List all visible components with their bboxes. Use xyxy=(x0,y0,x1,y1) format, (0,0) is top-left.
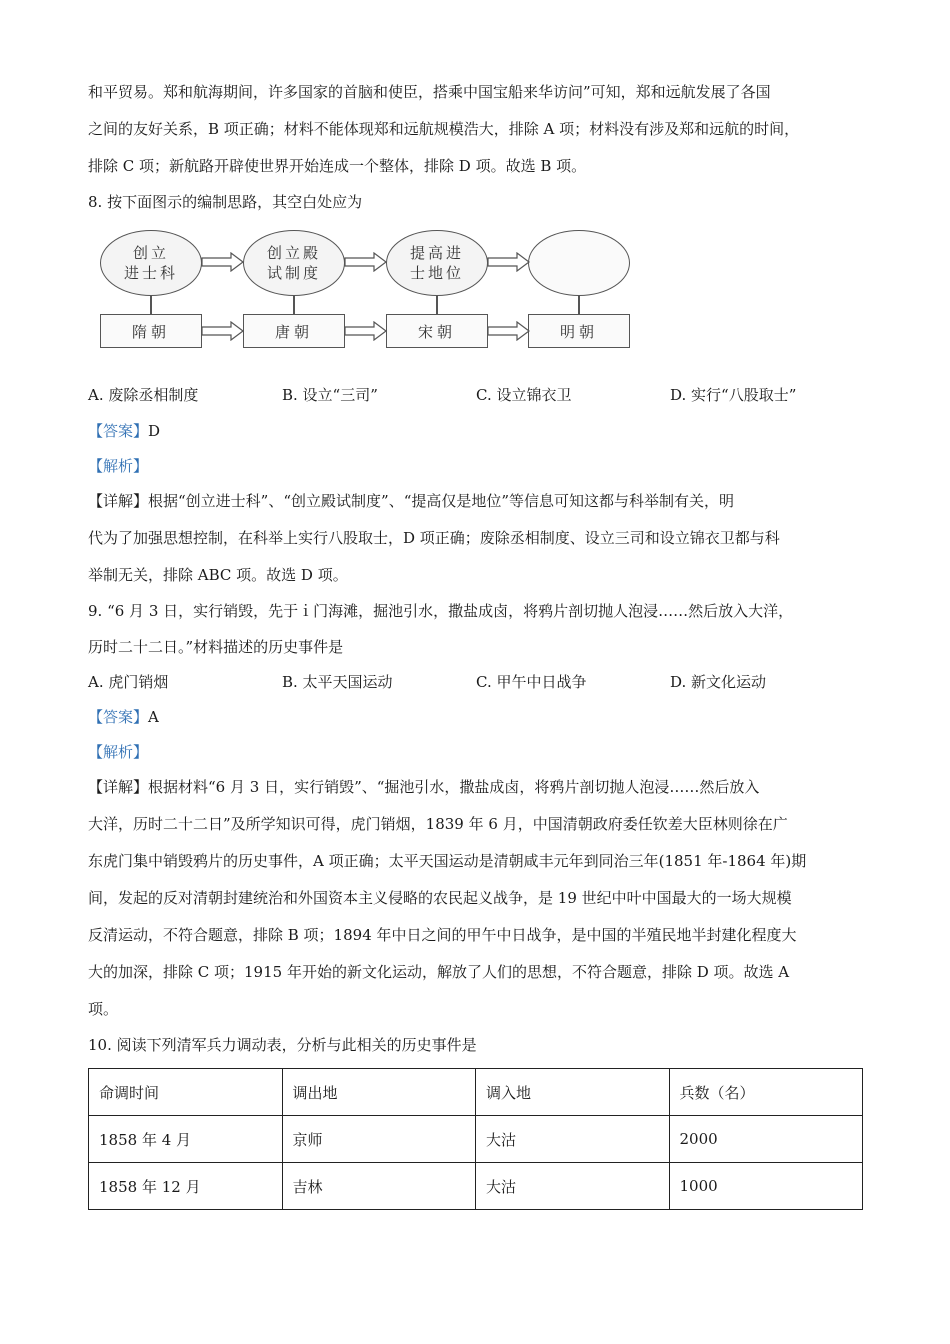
q8-answer xyxy=(88,421,160,441)
connector-line xyxy=(578,295,580,316)
table-cell: 吉林 xyxy=(282,1163,476,1210)
q8-option-a[interactable]: A. 废除丞相制度 xyxy=(88,386,199,404)
dynasty-box: 隋朝 xyxy=(100,314,202,348)
table-cell: 大沽 xyxy=(476,1163,670,1210)
q9-detail-line: 反清运动，不符合题意，排除 B 项；1894 年中日之间的甲午中日战争，是中国的半殖民地半封建化程度大 xyxy=(88,926,797,944)
q8-detail-line: 举制无关，排除 ABC 项。故选 D 项。 xyxy=(88,566,348,584)
q9-option-b[interactable]: B. 太平天国运动 xyxy=(282,673,393,691)
oval-text: 创立殿 xyxy=(266,244,321,262)
q8-analysis-label: 【解析】 xyxy=(88,457,149,475)
table-cell: 1858 年 4 月 xyxy=(89,1116,283,1163)
answer-label: 【答案】 xyxy=(88,708,149,726)
table-header-cell: 调出地 xyxy=(282,1069,476,1116)
connector-line xyxy=(436,295,438,316)
diagram-oval-3 xyxy=(386,230,488,296)
q9-detail-line: 间，发起的反对清朝封建统治和外国资本主义侵略的农民起义战争，是 19 世纪中叶中国最大的一场大规模 xyxy=(88,889,792,907)
detail-label: 【详解】 xyxy=(88,778,149,796)
q9-detail-line: 项。 xyxy=(88,1000,119,1018)
answer-value: A xyxy=(148,708,159,726)
q9-analysis-label: 【解析】 xyxy=(88,743,149,761)
arrow-right-icon xyxy=(201,321,244,341)
arrow-right-icon xyxy=(201,252,244,272)
q9-detail-line xyxy=(88,777,759,797)
detail-text: 根据材料“6 月 3 日，实行销毁”、“掘池引水，撒盐成卤，将鸦片剖切抛人泡浸……然后放入 xyxy=(148,778,760,796)
q9-option-c[interactable]: C. 甲午中日战争 xyxy=(476,673,587,691)
q8-detail-line: 代为了加强思想控制，在科举上实行八股取士，D 项正确；废除丞相制度、设立三司和设立锦衣卫都与科 xyxy=(88,529,780,547)
diagram-oval-blank xyxy=(528,230,630,296)
connector-line xyxy=(293,295,295,316)
answer-value: D xyxy=(148,422,161,440)
q9-detail-line: 大洋，历时二十二日”及所学知识可得，虎门销烟，1839 年 6 月，中国清朝政府委任钦差大臣林则徐在广 xyxy=(88,815,788,833)
table-header-cell: 命调时间 xyxy=(89,1069,283,1116)
q9-detail-line: 东虎门集中销毁鸦片的历史事件，A 项正确；太平天国运动是清朝咸丰元年到同治三年(1851 年-1864 年)期 xyxy=(88,852,807,870)
arrow-right-icon xyxy=(487,252,530,272)
table-header-row xyxy=(89,1069,863,1116)
q9-option-d[interactable]: D. 新文化运动 xyxy=(670,673,767,691)
oval-text: 士地位 xyxy=(409,264,464,282)
table-row xyxy=(89,1116,863,1163)
q7-text-line: 和平贸易。郑和航海期间，许多国家的首脑和使臣，搭乘中国宝船来华访问”可知，郑和远航发展了各国 xyxy=(88,83,771,101)
arrow-right-icon xyxy=(344,252,387,272)
q8-flow-diagram xyxy=(100,230,632,355)
table-cell: 1000 xyxy=(669,1163,863,1210)
connector-line xyxy=(150,295,152,316)
table-cell: 1858 年 12 月 xyxy=(89,1163,283,1210)
dynasty-box: 明朝 xyxy=(528,314,630,348)
troop-deployment-table xyxy=(88,1068,863,1210)
q8-stem: 8. 按下面图示的编制思路，其空白处应为 xyxy=(88,193,363,211)
answer-label: 【答案】 xyxy=(88,422,149,440)
q7-text-line: 之间的友好关系，B 项正确；材料不能体现郑和远航规模浩大，排除 A 项；材料没有涉及郑和远航的时间， xyxy=(88,120,800,138)
dynasty-box: 唐朝 xyxy=(243,314,345,348)
oval-text: 试制度 xyxy=(266,264,321,282)
table-cell: 2000 xyxy=(669,1116,863,1163)
arrow-right-icon xyxy=(344,321,387,341)
detail-text: 根据“创立进士科”、“创立殿试制度”、“提高仅是地位”等信息可知这都与科举制有关，明 xyxy=(148,492,735,510)
detail-label: 【详解】 xyxy=(88,492,149,510)
q9-option-a[interactable]: A. 虎门销烟 xyxy=(88,673,169,691)
table-row xyxy=(89,1163,863,1210)
table-header-cell: 调入地 xyxy=(476,1069,670,1116)
oval-text: 创立 xyxy=(132,244,169,262)
q9-answer xyxy=(88,707,159,727)
q8-option-c[interactable]: C. 设立锦衣卫 xyxy=(476,386,572,404)
table-cell: 大沽 xyxy=(476,1116,670,1163)
q8-detail-line xyxy=(88,491,734,511)
diagram-oval-1 xyxy=(100,230,202,296)
q9-stem: 9. “6 月 3 日，实行销毁，先于ｉ门海滩，掘池引水，撒盐成卤，将鸦片剖切抛人泡浸……然后放入大洋， xyxy=(88,602,794,620)
dynasty-box: 宋朝 xyxy=(386,314,488,348)
table-cell: 京师 xyxy=(282,1116,476,1163)
q8-option-d[interactable]: D. 实行“八股取士” xyxy=(670,386,797,404)
table-header-cell: 兵数（名） xyxy=(669,1069,863,1116)
q7-text-line: 排除 C 项；新航路开辟使世界开始连成一个整体，排除 D 项。故选 B 项。 xyxy=(88,157,587,175)
oval-text: 提高进 xyxy=(409,244,464,262)
diagram-oval-2 xyxy=(243,230,345,296)
q9-stem: 历时二十二日。”材料描述的历史事件是 xyxy=(88,638,344,656)
q10-stem: 10. 阅读下列清军兵力调动表，分析与此相关的历史事件是 xyxy=(88,1036,477,1054)
q9-detail-line: 大的加深，排除 C 项；1915 年开始的新文化运动，解放了人们的思想，不符合题意，排除 D 项。故选 A xyxy=(88,963,790,981)
q8-option-b[interactable]: B. 设立“三司” xyxy=(282,386,378,404)
oval-text: 进士科 xyxy=(123,264,178,282)
arrow-right-icon xyxy=(487,321,530,341)
